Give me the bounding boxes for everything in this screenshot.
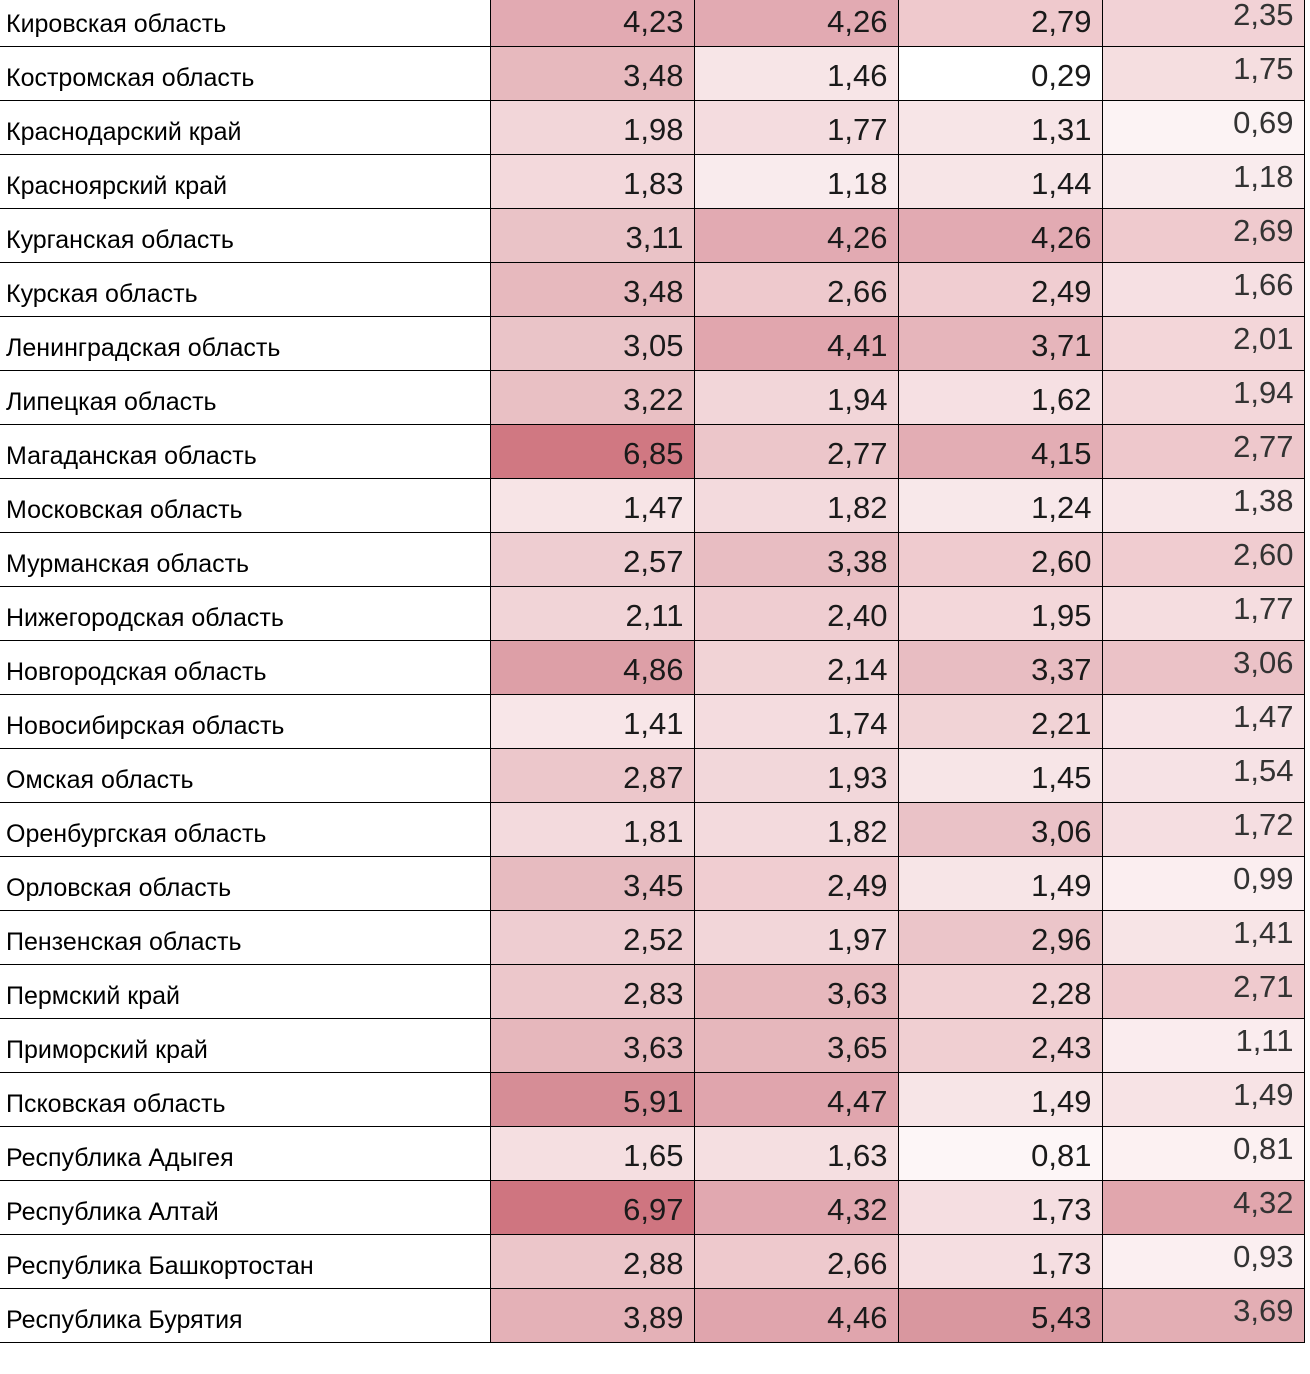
value-cell-col-4[interactable]	[1102, 911, 1304, 965]
value-cell-col-1[interactable]: 2,88	[490, 1235, 694, 1289]
value-cell-col-3[interactable]: 1,62	[898, 371, 1102, 425]
value-cell-col-1[interactable]: 2,52	[490, 911, 694, 965]
value-cell-col-3[interactable]: 4,26	[898, 209, 1102, 263]
value-cell-col-1[interactable]: 2,83	[490, 965, 694, 1019]
region-name-cell[interactable]: Пензенская область	[0, 911, 490, 965]
value-cell-col-2[interactable]: 3,65	[694, 1019, 898, 1073]
region-name-cell[interactable]: Оренбургская область	[0, 803, 490, 857]
value-cell-col-2[interactable]: 1,94	[694, 371, 898, 425]
value-cell-col-4[interactable]	[1102, 965, 1304, 1019]
value-cell-col-3[interactable]: 2,49	[898, 263, 1102, 317]
value-cell-col-1[interactable]: 1,65	[490, 1127, 694, 1181]
value-cell-col-1[interactable]: 3,63	[490, 1019, 694, 1073]
value-cell-col-4[interactable]	[1102, 263, 1304, 317]
value-cell-col-2[interactable]: 2,66	[694, 263, 898, 317]
value-cell-col-4[interactable]	[1102, 1019, 1304, 1073]
value-cell-col-1[interactable]: 4,86	[490, 641, 694, 695]
table-row	[0, 1019, 1304, 1073]
table-row	[0, 641, 1304, 695]
value-cell-col-4[interactable]	[1102, 803, 1304, 857]
value-text: 0,99	[1233, 861, 1294, 896]
value-cell-col-3[interactable]: 2,60	[898, 533, 1102, 587]
table-row	[0, 425, 1304, 479]
value-cell-col-4[interactable]	[1102, 101, 1304, 155]
value-text: 0,93	[1233, 1239, 1294, 1274]
value-cell-col-1[interactable]: 3,22	[490, 371, 694, 425]
table-row	[0, 263, 1304, 317]
value-cell-col-1[interactable]: 2,57	[490, 533, 694, 587]
value-cell-col-4[interactable]	[1102, 1073, 1304, 1127]
region-name-cell[interactable]: Мурманская область	[0, 533, 490, 587]
table-row	[0, 479, 1304, 533]
table-row	[0, 1289, 1304, 1343]
value-text: 1,54	[1233, 753, 1294, 788]
value-cell-col-2[interactable]: 1,82	[694, 479, 898, 533]
value-cell-col-4[interactable]	[1102, 533, 1304, 587]
value-cell-col-1[interactable]: 1,41	[490, 695, 694, 749]
value-cell-col-2[interactable]: 3,63	[694, 965, 898, 1019]
value-cell-col-3[interactable]: 1,24	[898, 479, 1102, 533]
value-text: 1,75	[1233, 51, 1294, 86]
value-cell-col-2[interactable]: 4,47	[694, 1073, 898, 1127]
region-name-cell[interactable]: Костромская область	[0, 47, 490, 101]
value-cell-col-1[interactable]: 4,23	[490, 0, 694, 47]
value-cell-col-2[interactable]: 1,93	[694, 749, 898, 803]
region-name-cell[interactable]: Московская область	[0, 479, 490, 533]
value-cell-col-4[interactable]	[1102, 425, 1304, 479]
value-cell-col-4[interactable]	[1102, 641, 1304, 695]
table-row	[0, 1127, 1304, 1181]
table-row	[0, 803, 1304, 857]
table-row	[0, 371, 1304, 425]
value-cell-col-1[interactable]: 3,45	[490, 857, 694, 911]
value-text: 1,18	[1233, 159, 1294, 194]
value-cell-col-3[interactable]: 0,29	[898, 47, 1102, 101]
value-cell-col-1[interactable]: 2,11	[490, 587, 694, 641]
table-row	[0, 101, 1304, 155]
value-cell-col-4[interactable]	[1102, 0, 1304, 47]
value-cell-col-1[interactable]: 1,81	[490, 803, 694, 857]
region-name-cell[interactable]: Республика Башкортостан	[0, 1235, 490, 1289]
value-cell-col-4[interactable]	[1102, 47, 1304, 101]
value-cell-col-4[interactable]	[1102, 155, 1304, 209]
value-text: 3,06	[1233, 645, 1294, 680]
region-name-cell[interactable]: Омская область	[0, 749, 490, 803]
value-cell-col-1[interactable]: 2,87	[490, 749, 694, 803]
value-cell-col-3[interactable]: 3,37	[898, 641, 1102, 695]
region-name-cell[interactable]: Республика Бурятия	[0, 1289, 490, 1343]
value-cell-col-4[interactable]	[1102, 749, 1304, 803]
value-cell-col-4[interactable]	[1102, 1235, 1304, 1289]
value-text: 1,47	[1233, 699, 1294, 734]
region-name-cell[interactable]: Орловская область	[0, 857, 490, 911]
value-cell-col-2[interactable]: 2,66	[694, 1235, 898, 1289]
value-cell-col-3[interactable]: 2,96	[898, 911, 1102, 965]
region-name-cell[interactable]: Новосибирская область	[0, 695, 490, 749]
value-cell-col-4[interactable]	[1102, 695, 1304, 749]
value-text: 1,49	[1233, 1077, 1294, 1112]
region-name-cell[interactable]: Ленинградская область	[0, 317, 490, 371]
value-cell-col-3[interactable]: 1,45	[898, 749, 1102, 803]
value-cell-col-2[interactable]: 4,32	[694, 1181, 898, 1235]
value-text: 2,60	[1233, 537, 1294, 572]
value-cell-col-4[interactable]	[1102, 1181, 1304, 1235]
value-cell-col-2[interactable]: 4,46	[694, 1289, 898, 1343]
value-cell-col-1[interactable]: 1,98	[490, 101, 694, 155]
value-cell-col-4[interactable]	[1102, 209, 1304, 263]
table-row	[0, 857, 1304, 911]
region-name-cell[interactable]: Красноярский край	[0, 155, 490, 209]
region-name-cell[interactable]: Магаданская область	[0, 425, 490, 479]
value-cell-col-3[interactable]: 1,49	[898, 857, 1102, 911]
region-name-cell[interactable]: Псковская область	[0, 1073, 490, 1127]
table-row	[0, 587, 1304, 641]
value-cell-col-1[interactable]: 3,11	[490, 209, 694, 263]
value-cell-col-1[interactable]: 1,83	[490, 155, 694, 209]
table-row	[0, 695, 1304, 749]
region-name-cell[interactable]: Пермский край	[0, 965, 490, 1019]
region-name-cell[interactable]: Новгородская область	[0, 641, 490, 695]
value-text: 2,35	[1233, 0, 1294, 32]
value-text: 1,72	[1233, 807, 1294, 842]
value-text: 0,69	[1233, 105, 1294, 140]
table-row	[0, 749, 1304, 803]
value-cell-col-3[interactable]: 1,44	[898, 155, 1102, 209]
table-row	[0, 1181, 1304, 1235]
value-cell-col-3[interactable]: 2,21	[898, 695, 1102, 749]
value-cell-col-2[interactable]: 2,77	[694, 425, 898, 479]
value-text: 1,11	[1235, 1023, 1294, 1058]
value-cell-col-2[interactable]: 1,82	[694, 803, 898, 857]
value-cell-col-1[interactable]: 5,91	[490, 1073, 694, 1127]
value-cell-col-2[interactable]: 1,77	[694, 101, 898, 155]
value-cell-col-2[interactable]: 1,63	[694, 1127, 898, 1181]
value-text: 4,32	[1233, 1185, 1294, 1220]
value-cell-col-3[interactable]: 2,28	[898, 965, 1102, 1019]
table-row	[0, 0, 1304, 47]
value-cell-col-2[interactable]: 2,49	[694, 857, 898, 911]
value-cell-col-1[interactable]: 1,47	[490, 479, 694, 533]
value-cell-col-1[interactable]: 3,05	[490, 317, 694, 371]
value-cell-col-4[interactable]	[1102, 317, 1304, 371]
value-cell-col-2[interactable]: 2,40	[694, 587, 898, 641]
value-cell-col-3[interactable]: 5,43	[898, 1289, 1102, 1343]
value-cell-col-2[interactable]: 4,41	[694, 317, 898, 371]
value-cell-col-3[interactable]: 3,71	[898, 317, 1102, 371]
region-name-cell[interactable]: Приморский край	[0, 1019, 490, 1073]
value-text: 1,38	[1233, 483, 1294, 518]
value-cell-col-2[interactable]: 4,26	[694, 0, 898, 47]
value-cell-col-2[interactable]: 1,46	[694, 47, 898, 101]
value-cell-col-3[interactable]: 1,73	[898, 1181, 1102, 1235]
value-text: 1,66	[1233, 267, 1294, 302]
value-text: 2,01	[1233, 321, 1294, 356]
region-name-cell[interactable]: Республика Адыгея	[0, 1127, 490, 1181]
value-text: 1,41	[1233, 915, 1294, 950]
value-cell-col-2[interactable]: 1,74	[694, 695, 898, 749]
value-cell-col-1[interactable]: 6,85	[490, 425, 694, 479]
table-row	[0, 47, 1304, 101]
value-cell-col-3[interactable]: 1,31	[898, 101, 1102, 155]
table-row	[0, 965, 1304, 1019]
table-row	[0, 155, 1304, 209]
value-cell-col-2[interactable]: 1,18	[694, 155, 898, 209]
table-row	[0, 1073, 1304, 1127]
region-name-cell[interactable]: Краснодарский край	[0, 101, 490, 155]
value-cell-col-3[interactable]: 4,15	[898, 425, 1102, 479]
value-cell-col-2[interactable]: 4,26	[694, 209, 898, 263]
value-cell-col-3[interactable]: 2,79	[898, 0, 1102, 47]
value-cell-col-3[interactable]: 2,43	[898, 1019, 1102, 1073]
value-cell-col-1[interactable]: 3,48	[490, 263, 694, 317]
value-cell-col-2[interactable]: 1,97	[694, 911, 898, 965]
value-cell-col-4[interactable]	[1102, 371, 1304, 425]
value-text: 1,94	[1233, 375, 1294, 410]
value-cell-col-1[interactable]: 6,97	[490, 1181, 694, 1235]
value-cell-col-2[interactable]: 3,38	[694, 533, 898, 587]
value-cell-col-2[interactable]: 2,14	[694, 641, 898, 695]
region-name-cell[interactable]: Кировская область	[0, 0, 490, 47]
value-cell-col-4[interactable]	[1102, 1289, 1304, 1343]
table-row	[0, 533, 1304, 587]
value-cell-col-4[interactable]	[1102, 587, 1304, 641]
value-cell-col-3[interactable]: 0,81	[898, 1127, 1102, 1181]
value-cell-col-1[interactable]: 3,89	[490, 1289, 694, 1343]
value-cell-col-3[interactable]: 3,06	[898, 803, 1102, 857]
region-name-cell[interactable]: Курганская область	[0, 209, 490, 263]
value-text: 1,77	[1233, 591, 1294, 626]
value-text: 2,69	[1233, 213, 1294, 248]
table-row	[0, 209, 1304, 263]
region-name-cell[interactable]: Курская область	[0, 263, 490, 317]
table-row	[0, 1235, 1304, 1289]
region-name-cell[interactable]: Липецкая область	[0, 371, 490, 425]
region-name-cell[interactable]: Республика Алтай	[0, 1181, 490, 1235]
value-cell-col-4[interactable]	[1102, 857, 1304, 911]
table-row	[0, 911, 1304, 965]
value-cell-col-1[interactable]: 3,48	[490, 47, 694, 101]
table-row	[0, 317, 1304, 371]
value-cell-col-4[interactable]	[1102, 1127, 1304, 1181]
value-text: 0,81	[1233, 1131, 1294, 1166]
value-cell-col-4[interactable]	[1102, 479, 1304, 533]
value-text: 2,77	[1233, 429, 1294, 464]
value-cell-col-3[interactable]: 1,49	[898, 1073, 1102, 1127]
region-name-cell[interactable]: Нижегородская область	[0, 587, 490, 641]
value-cell-col-3[interactable]: 1,95	[898, 587, 1102, 641]
value-text: 2,71	[1233, 969, 1294, 1004]
value-cell-col-3[interactable]: 1,73	[898, 1235, 1102, 1289]
value-text: 3,69	[1233, 1293, 1294, 1328]
